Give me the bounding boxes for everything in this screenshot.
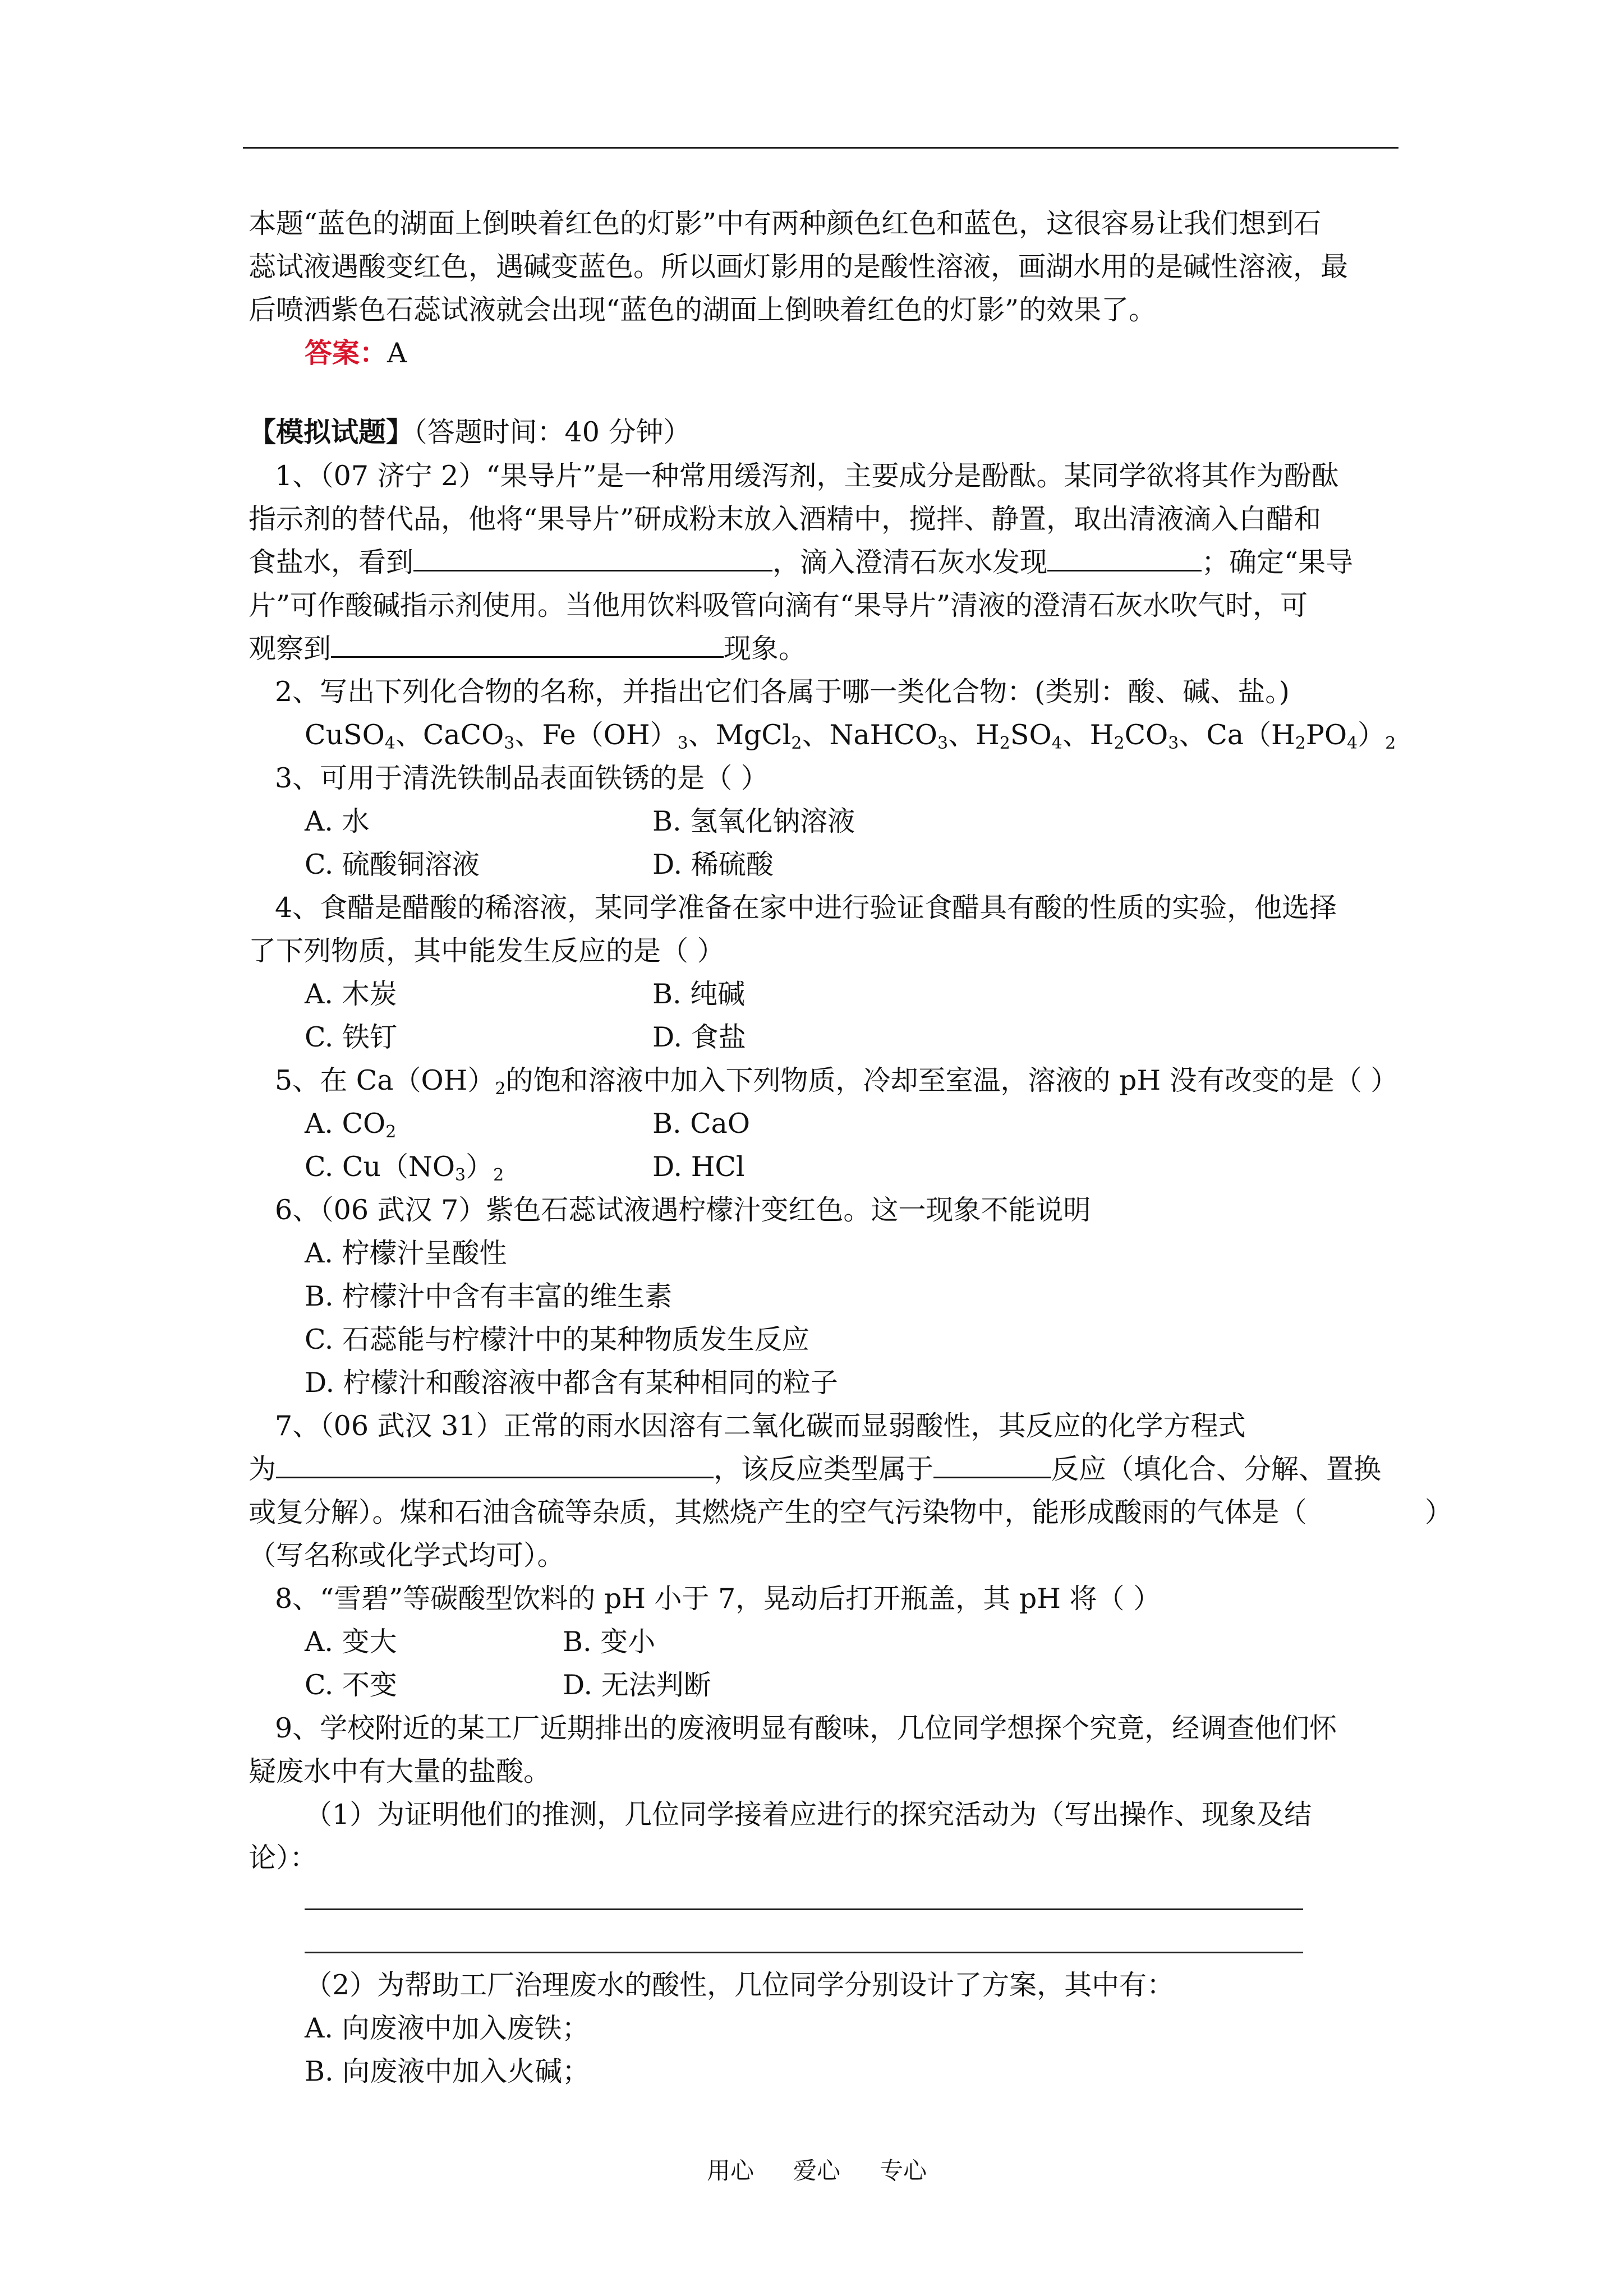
- q6-option-c: C. 石蕊能与柠檬汁中的某种物质发生反应: [305, 1324, 809, 1356]
- q3-option-a: A. 水: [305, 805, 370, 837]
- formula-subscript: 2: [1295, 734, 1306, 753]
- q5-text: 的饱和溶液中加入下列物质，冷却至室温，溶液的 pH 没有改变的是（ ）: [505, 1064, 1398, 1096]
- answer-line: [305, 336, 407, 369]
- q7-blank-equation[interactable]: [276, 1458, 714, 1478]
- q8-stem: 8、“雪碧”等碳酸型饮料的 pH 小于 7，晃动后打开瓶盖，其 pH 将（ ）: [275, 1583, 1161, 1615]
- q7-paren-close: ）: [1425, 1496, 1453, 1528]
- q4-line-2: 了下列物质，其中能发生反应的是（ ）: [249, 935, 725, 967]
- q6-option-a: A. 柠檬汁呈酸性: [305, 1237, 507, 1269]
- q1-line-3: [249, 548, 1353, 576]
- formula-subscript: 3: [1168, 734, 1179, 753]
- q5-option-c: [305, 1151, 504, 1185]
- q3-option-d: D. 稀硫酸: [652, 849, 774, 880]
- q9-part1-line-1: （1）为证明他们的推测，几位同学接着应进行的探究活动为（写出操作、现象及结: [305, 1799, 1312, 1831]
- q1-text: ，滴入澄清石灰水发现: [772, 546, 1048, 578]
- formula-subscript: 3: [677, 734, 688, 753]
- q9-option-b: B. 向废液中加入火碱；: [305, 2055, 590, 2087]
- q1-line-4: 片”可作酸碱指示剂使用。当他用饮料吸管向滴有“果导片”清液的澄清石灰水吹气时，可: [249, 589, 1308, 621]
- q4-option-c: C. 铁钉: [305, 1021, 397, 1053]
- q2-stem: 2、写出下列化合物的名称，并指出它们各属于哪一类化合物：(类别：酸、碱、盐。): [275, 676, 1290, 708]
- q7-text: ，该反应类型属于: [714, 1453, 934, 1485]
- formula-text: PO: [1305, 719, 1347, 751]
- formula-subscript: 2: [385, 1122, 397, 1142]
- formula-text: CuSO: [305, 719, 385, 751]
- q6-option-d: D. 柠檬汁和酸溶液中都含有某种相同的粒子: [305, 1367, 838, 1399]
- q8-option-a: A. 变大: [305, 1626, 397, 1658]
- q7-line-1: 7、（06 武汉 31）正常的雨水因溶有二氧化碳而显弱酸性，其反应的化学方程式: [275, 1410, 1246, 1442]
- formula-text: 、Ca（H: [1179, 719, 1295, 751]
- q4-option-d: D. 食盐: [652, 1021, 746, 1053]
- q6-option-b: B. 柠檬汁中含有丰富的维生素: [305, 1280, 673, 1312]
- q5-option-d: D. HCl: [652, 1151, 745, 1183]
- q9-answer-line-2[interactable]: [305, 1952, 1303, 1953]
- q9-answer-line-1[interactable]: [305, 1908, 1303, 1910]
- intro-line-3: 后喷洒紫色石蕊试液就会出现“蓝色的湖面上倒映着红色的灯影”的效果了。: [249, 294, 1157, 326]
- q5-option-c-text: ）: [466, 1151, 494, 1183]
- q5-stem: [275, 1064, 1398, 1099]
- q6-stem: 6、（06 武汉 7）紫色石蕊试液遇柠檬汁变红色。这一现象不能说明: [275, 1194, 1091, 1226]
- q1-blank-2[interactable]: [1047, 551, 1202, 571]
- formula-text: 、NaHCO: [802, 719, 937, 751]
- formula-subscript: 4: [1051, 734, 1062, 753]
- formula-subscript: 2: [1114, 734, 1125, 753]
- q9-part1-line-2: 论）：: [249, 1842, 318, 1874]
- q1-text: 观察到: [249, 633, 332, 665]
- formula-text: 、MgCl: [688, 719, 792, 751]
- q5-option-c-text: C. Cu（NO: [305, 1151, 455, 1183]
- formula-text: 、H: [948, 719, 1000, 751]
- q5-option-b: B. CaO: [652, 1108, 751, 1140]
- footer-text: 专心: [880, 2157, 927, 2184]
- section-title: 【模拟试题】: [249, 416, 414, 448]
- q1-blank-1[interactable]: [413, 551, 772, 571]
- formula-subscript: 2: [495, 1079, 506, 1099]
- q4-line-1: 4、食醋是醋酸的稀溶液，某同学准备在家中进行验证食醋具有酸的性质的实验，他选择: [275, 892, 1337, 924]
- section-subtitle: （答题时间：40 分钟）: [413, 416, 691, 448]
- q4-option-b: B. 纯碱: [652, 978, 746, 1010]
- footer-text: 用心: [707, 2157, 755, 2184]
- q7-text: 为: [249, 1453, 277, 1485]
- q5-option-a-text: A. CO: [305, 1108, 386, 1140]
- formula-subscript: 4: [1347, 734, 1358, 753]
- formula-subscript: 2: [1385, 734, 1396, 753]
- answer-label: 答案：: [305, 336, 388, 369]
- q8-option-d: D. 无法判断: [563, 1669, 711, 1701]
- intro-line-1: 本题“蓝色的湖面上倒映着红色的灯影”中有两种颜色红色和蓝色，这很容易让我们想到石: [249, 208, 1322, 239]
- formula-subscript: 3: [937, 734, 949, 753]
- q1-text: ；确定“果导: [1202, 546, 1354, 578]
- formula-subscript: 2: [999, 734, 1010, 753]
- q8-option-c: C. 不变: [305, 1669, 397, 1701]
- q7-line-4: （写名称或化学式均可）。: [249, 1539, 565, 1571]
- page-footer: [707, 2152, 966, 2186]
- formula-text: 、Fe（OH）: [514, 719, 678, 751]
- section-heading: [249, 418, 691, 446]
- q7-text: 反应（填化合、分解、置换: [1051, 1453, 1382, 1485]
- q1-text: 现象。: [724, 633, 807, 665]
- q9-line-2: 疑废水中有大量的盐酸。: [249, 1755, 551, 1787]
- q7-line-3: 或复分解）。煤和石油含硫等杂质，其燃烧产生的空气污染物中，能形成酸雨的气体是（: [249, 1496, 1307, 1528]
- header-rule: [243, 147, 1398, 149]
- q8-option-b: B. 变小: [563, 1626, 656, 1658]
- formula-subscript: 4: [384, 734, 395, 753]
- q3-stem: 3、可用于清洗铁制品表面铁锈的是（ ）: [275, 762, 769, 794]
- q1-line-1: 1、（07 济宁 2）“果导片”是一种常用缓泻剂，主要成分是酚酞。某同学欲将其作为酚酞: [275, 460, 1339, 492]
- q9-line-1: 9、学校附近的某工厂近期排出的废液明显有酸味，几位同学想探个究竟，经调查他们怀: [275, 1712, 1337, 1744]
- q1-line-5: [249, 633, 807, 665]
- formula-subscript: 2: [791, 734, 802, 753]
- formula-subscript: 2: [493, 1165, 504, 1185]
- q1-blank-3[interactable]: [331, 637, 724, 658]
- q7-line-2: [249, 1455, 1381, 1483]
- q2-formulas: [305, 719, 1396, 753]
- q9-option-a: A. 向废液中加入废铁；: [305, 2012, 590, 2044]
- answer-value: A: [387, 337, 407, 369]
- formula-subscript: 3: [455, 1165, 466, 1185]
- q4-option-a: A. 木炭: [305, 978, 397, 1010]
- footer-text: 爱心: [793, 2157, 841, 2184]
- q3-option-c: C. 硫酸铜溶液: [305, 849, 480, 880]
- q3-option-b: B. 氢氧化钠溶液: [652, 805, 855, 837]
- intro-line-2: 蕊试液遇酸变红色，遇碱变蓝色。所以画灯影用的是酸性溶液，画湖水用的是碱性溶液，最: [249, 251, 1349, 283]
- formula-text: CO: [1124, 719, 1168, 751]
- formula-text: ）: [1358, 719, 1386, 751]
- formula-text: SO: [1010, 719, 1052, 751]
- formula-subscript: 3: [504, 734, 515, 753]
- q5-option-a: [305, 1108, 397, 1142]
- formula-text: 、CaCO: [395, 719, 504, 751]
- formula-text: 、H: [1062, 719, 1114, 751]
- q1-text: 食盐水，看到: [249, 546, 414, 578]
- q1-line-2: 指示剂的替代品，他将“果导片”研成粉末放入酒精中，搅拌、静置，取出清液滴入白醋和: [249, 503, 1322, 535]
- q9-part2: （2）为帮助工厂治理废水的酸性，几位同学分别设计了方案，其中有：: [305, 1969, 1175, 2001]
- q7-blank-type[interactable]: [933, 1458, 1051, 1478]
- q5-text: 5、在 Ca（OH）: [275, 1064, 495, 1096]
